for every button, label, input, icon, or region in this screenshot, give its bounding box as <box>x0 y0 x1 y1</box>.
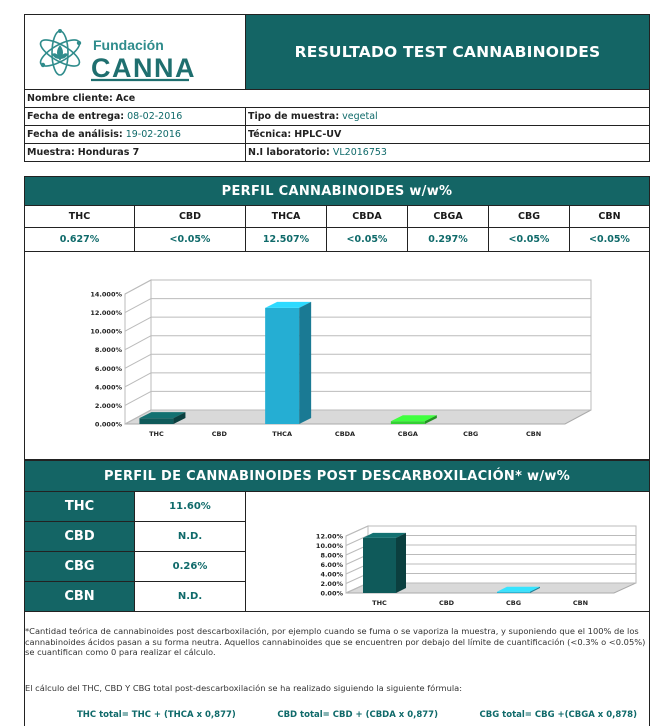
table-value-cell: 0.297% <box>408 228 489 252</box>
formula-thc: THC total= THC + (THCA x 0,877) <box>77 710 236 720</box>
table-value-cell: 0.627% <box>24 228 135 252</box>
lab-id-label: N.I laboratorio: <box>248 147 330 158</box>
notes-section <box>24 612 650 726</box>
x-tick-label: CBD <box>438 599 455 607</box>
y-tick-label: 10.00% <box>315 542 343 550</box>
table-value-cell: <0.05% <box>327 228 408 252</box>
x-tick-label: CBGA <box>397 430 418 438</box>
x-tick-label: THCA <box>272 430 292 438</box>
analysis-date-label: Fecha de análisis: <box>27 129 123 140</box>
x-tick-label: THC <box>149 430 164 438</box>
x-tick-label: CBDA <box>334 430 356 438</box>
sample-info <box>24 90 650 162</box>
analysis-date-value: 19-02-2016 <box>125 129 181 140</box>
y-tick-label: 10.000% <box>90 327 122 336</box>
formula-cbd: CBD total= CBD + (CBDA x 0,877) <box>277 710 438 720</box>
svg-text:Fundación: Fundación <box>93 37 164 53</box>
sample-label: Muestra: <box>27 147 75 158</box>
post-name-cell: CBG <box>24 552 135 582</box>
table-row <box>24 552 246 582</box>
table-row <box>24 522 246 552</box>
chart-bar-side <box>299 302 311 424</box>
chart-bar <box>497 592 530 593</box>
post-value-cell: 0.26% <box>135 552 246 582</box>
table-row <box>24 582 246 612</box>
chart-bar-side <box>396 533 406 593</box>
y-tick-label: 12.000% <box>90 309 122 318</box>
table-value-cell: <0.05% <box>489 228 570 252</box>
info-row <box>24 126 650 144</box>
svg-text:CANNA: CANNA <box>91 53 196 83</box>
sample-type-value: vegetal <box>342 111 378 122</box>
post-chart-svg <box>246 492 649 611</box>
post-value-cell: 11.60% <box>135 492 246 522</box>
info-row <box>24 90 650 108</box>
sample-type-label: Tipo de muestra: <box>248 111 340 122</box>
y-tick-label: 0.000% <box>94 420 122 429</box>
table-header-cell: CBDA <box>327 206 408 228</box>
y-tick-label: 14.000% <box>90 290 122 299</box>
post-name-cell: CBD <box>24 522 135 552</box>
y-tick-label: 4.00% <box>320 570 343 579</box>
chart-bar <box>139 418 173 424</box>
y-tick-label: 8.00% <box>320 551 343 560</box>
atom-icon <box>25 15 247 91</box>
entry-date-value: 08-02-2016 <box>127 111 183 122</box>
y-tick-label: 4.000% <box>94 383 122 392</box>
formula-intro-text: El cálculo del THC, CBD Y CBG total post-descarboxilación se ha realizado siguiendo la siguiente fórmula: <box>25 683 463 693</box>
chart-bar <box>391 421 425 424</box>
table-header-cell: THC <box>24 206 135 228</box>
table-header-cell: CBG <box>489 206 570 228</box>
sample-value: Honduras 7 <box>77 147 140 158</box>
y-tick-label: 6.000% <box>94 364 122 373</box>
chart-side-wall <box>125 280 151 424</box>
profile-chart <box>24 252 650 460</box>
x-tick-label: CBG <box>463 430 479 438</box>
footnote-text: *Cantidad teórica de cannabinoides post descarboxilación, por ejemplo cuando se fuma o se vaporiza la muestra, y suponiendo que el 100% de los cannabinoides ácidos pasan a su forma neutra. Aquellos cannabinoides que se encuentren por debajo del límite de cuantificación (<0.3% o <0.05%) se cuantifican como 0 para realizar el cálculo. <box>25 626 646 657</box>
formula-cbg: CBG total= CBG +(CBGA x 0,878) <box>479 710 637 720</box>
post-chart <box>246 492 650 612</box>
table-value-cell: <0.05% <box>570 228 650 252</box>
post-value-cell: N.D. <box>135 522 246 552</box>
cannabinoid-table <box>24 206 650 252</box>
table-header-cell: THCA <box>246 206 327 228</box>
post-table <box>24 492 246 612</box>
y-tick-label: 2.00% <box>320 580 343 588</box>
chart-bar <box>363 538 396 593</box>
y-tick-label: 2.000% <box>94 401 122 410</box>
info-row <box>24 108 650 126</box>
chart-bar <box>265 308 299 424</box>
x-tick-label: CBG <box>505 599 522 607</box>
table-row <box>24 492 246 522</box>
entry-date-label: Fecha de entrega: <box>27 111 125 122</box>
y-tick-label: 8.000% <box>94 346 122 355</box>
y-tick-label: 6.00% <box>320 561 343 569</box>
report-header <box>24 14 650 90</box>
lab-id-value: VL2016753 <box>332 147 387 158</box>
report-title: RESULTADO TEST CANNABINOIDES <box>246 14 650 90</box>
y-tick-label: 0.00% <box>320 589 343 598</box>
technique-value: HPLC-UV <box>294 129 342 140</box>
post-name-cell: THC <box>24 492 135 522</box>
chart-floor <box>125 410 591 424</box>
table-value-cell: 12.507% <box>246 228 327 252</box>
post-name-cell: CBN <box>24 582 135 612</box>
post-section-title: PERFIL DE CANNABINOIDES POST DESCARBOXILACIÓN* w/w% <box>24 460 650 492</box>
table-header-cell: CBGA <box>408 206 489 228</box>
y-tick-label: 12.00% <box>315 532 343 541</box>
client-label: Nombre cliente: <box>27 93 113 104</box>
x-tick-label: CBD <box>211 430 227 438</box>
table-header-cell: CBN <box>570 206 650 228</box>
report-page <box>24 14 650 726</box>
x-tick-label: CBN <box>525 430 542 438</box>
client-value: Ace <box>115 93 136 104</box>
fundacion-canna-logo <box>24 14 246 90</box>
table-header-cell: CBD <box>135 206 246 228</box>
chart-back-wall <box>151 280 591 410</box>
x-tick-label: THC <box>372 599 387 607</box>
technique-label: Técnica: <box>248 129 292 140</box>
table-value-cell: <0.05% <box>135 228 246 252</box>
info-row <box>24 144 650 162</box>
post-value-cell: N.D. <box>135 582 246 612</box>
profile-section-title: PERFIL CANNABINOIDES w/w% <box>24 176 650 206</box>
profile-chart-svg <box>25 252 649 459</box>
x-tick-label: CBN <box>572 599 589 607</box>
formulas <box>77 710 637 720</box>
